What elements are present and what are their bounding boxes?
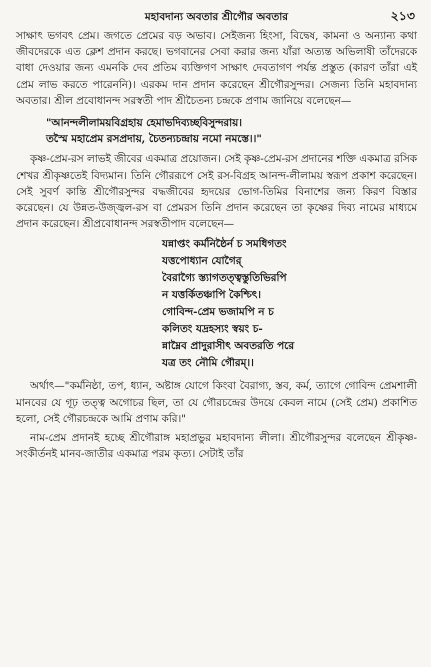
paragraph-3: অর্থাৎ—"কর্মনিষ্ঠা, তপ, ধ্যান, অষ্টাঙ্গ যোগে কিংবা বৈরাগ্য, স্তব, কর্ম, ত্যাগে গোবিন্দ প্রেমশালী মানবের যে গূঢ় তত্ত্ব অগোচর ছিল, তা যে গৌরচন্দ্রের উদয়ে কেবল নামে (সেই প্রেম) প্রকাশিত হলো, সেই গৌরচন্দ্রকে আমি প্রণাম করি।" bbox=[16, 380, 417, 425]
verse-line: ন্নাম্নৈব প্রাদুরাসীৎ অবতরতি পরে bbox=[162, 340, 295, 353]
paragraph-2: কৃষ্ণ-প্রেম-রস লাভই জীবের একমাত্র প্রয়োজন। সেই কৃষ্ণ-প্রেম-রস প্রদানের শক্তি একমাত্র রসিক শেখর শ্রীকৃষ্ণতেই বিদ্যমান। তিনি গৌররূপে সেই রস-বিগ্রহ আনন্দ-লীলাময় স্বরূপ প্রকাশ করেছেন। সেই সুবর্ণ কান্তি শ্রীগৌরসুন্দর বদ্ধজীবের হৃদয়ের ভোগ-তিমির বিনাশের জন্য কিরণ বিস্তার করেছেন। যে উন্নত-উজ্জ্বল-রস বা প্রেমরস তিনি প্রদান করেছেন তা কৃষ্ণের দিব্য নামের মাধ্যমে প্রদান করেছেন। শ্রীপ্রবোধানন্দ সরস্বতীপাদ বলেছেন— bbox=[16, 153, 417, 231]
verse-block-2 bbox=[162, 236, 417, 372]
paragraph-1: সাক্ষাৎ ভগবৎ প্রেম। জগতে প্রেমের বড় অভাব। সেইজন্য হিংসা, বিদ্বেষ, কামনা ও অন্যান্য কথা জীবদেরকে এত ক্লেশ প্রদান করছে। ভগবানের সেবা করার জন্য যাঁরা অত্যন্ত অভিলাষী তাঁদেরকে বাধা দেওয়ার জন্য এমনকি দেব প্রতিম ব্যক্তিগণ সাক্ষাৎ দেবতাগণ পর্যন্ত প্রস্তুত (কারণ তাঁরা এই প্রেম লাভ করতে পারেননি)। এরকম দান প্রদান করেছেন শ্রীগৌরসুন্দর। সেজন্য তিনি মহাবদান্য অবতার। শ্রীল প্রবোধানন্দ সরস্বতী পাদ শ্রীচৈতন্য চন্দ্রকে প্রণাম জানিয়ে বলেছেন— bbox=[16, 30, 417, 107]
running-title: মহাবদান্য অবতার শ্রীগৌর অবতার bbox=[144, 11, 289, 23]
verse-line: ন যত্তর্কিতঞ্চাপি কৈশ্চিৎ। bbox=[162, 289, 261, 302]
verse-line: কলিতং যদ্রহস্যং স্বয়ং চ- bbox=[162, 323, 263, 336]
verse-line: তস্মৈ মহাপ্রেম রসপ্রদায়, চৈতন্যচন্দ্রায় নমো নমস্তে।।" bbox=[46, 133, 262, 146]
paragraph-4: নাম-প্রেম প্রদানই হচ্ছে শ্রীগৌরাঙ্গ মহাপ্রভুর মহাবদান্য লীলা। শ্রীগৌরসুন্দর বলেছেন শ্রীকৃষ্ণ-সংকীর্তনই মানব-জাতীর একমাত্র পরম কৃত্য। সেটাই তাঁর bbox=[16, 432, 417, 461]
page-header bbox=[16, 0, 417, 28]
verse-line: "আনন্দলীলাময়বিগ্রহায় হেমাভদিব্যচ্ছবিসুন্দরায়। bbox=[46, 117, 242, 130]
verse-line: যত্র তং নৌমি গৌরম্।। bbox=[162, 357, 254, 370]
verse-block-1 bbox=[46, 115, 417, 147]
verse-line: যত্তপোধ্যান যোগৈর্ bbox=[162, 255, 242, 268]
verse-line: যন্নাপ্তং কর্মনিষ্ঠৈর্ন চ সমধিগতং bbox=[162, 238, 287, 251]
verse-line: গোবিন্দ-প্রেম ভজামপি ন চ bbox=[162, 306, 274, 319]
page-number: ২১৩ bbox=[390, 8, 415, 23]
verse-line: বৈরাগ্যৈ স্ত্যাগতত্ত্বস্তুতিভিরপি bbox=[162, 272, 287, 285]
